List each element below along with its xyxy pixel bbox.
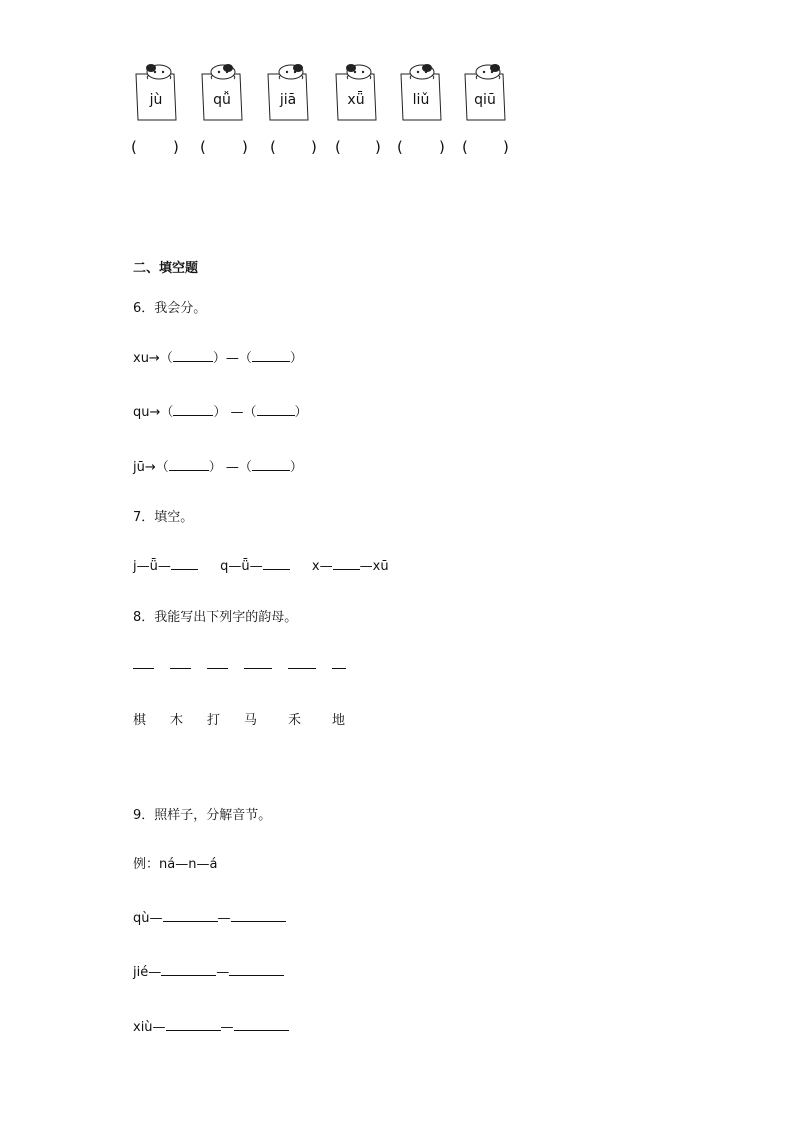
question-6-title: 6．我会分。 [133,301,207,316]
q9-syllable: xiù— [133,1020,166,1035]
pinyin-card [462,62,508,122]
q6-row [133,401,308,420]
pinyin-card [133,62,179,122]
q6-separator: ）—（ [212,351,252,366]
close-paren: ) [503,138,509,156]
answer-blank[interactable] [333,557,360,570]
answer-blank[interactable] [229,963,284,976]
answer-blank[interactable] [173,349,213,362]
q8-char: 马 [244,713,258,728]
q8-char: 禾 [288,713,302,728]
answer-blank[interactable] [161,963,216,976]
pinyin-card [265,62,311,122]
pinyin-card [398,62,444,122]
pinyin-card [199,62,245,122]
open-paren: ( [270,138,276,156]
q6-separator: ） —（ [208,460,252,475]
pinyin-card [333,62,379,122]
answer-blank[interactable] [171,557,198,570]
answer-blank[interactable] [163,909,218,922]
close-paren: ) [311,138,317,156]
open-paren: ( [397,138,403,156]
q9-syllable: jié— [133,965,162,980]
answer-blank[interactable] [252,349,290,362]
q7-item-2: q—ǖ— [220,559,263,574]
answer-blank[interactable] [169,458,209,471]
section-heading: 二、填空题 [133,261,199,276]
q6-separator: ） —（ [213,405,257,420]
q9-row [133,1018,289,1035]
q9-row [133,963,284,980]
q9-separator: — [216,965,230,980]
question-8-title: 8．我能写出下列字的韵母。 [133,610,298,625]
answer-blank[interactable] [263,557,290,570]
q7-item-1: j—ǖ— [133,559,171,574]
q9-separator: — [217,911,231,926]
q6-end: ） [294,405,308,420]
answer-blank[interactable] [133,668,154,669]
q6-row [133,347,303,366]
q8-char: 地 [332,713,346,728]
answer-blank[interactable] [170,668,191,669]
answer-blank[interactable] [173,403,213,416]
card-pinyin: jù [149,92,163,108]
q6-row [133,456,303,475]
q9-separator: — [220,1020,234,1035]
q6-syllable: jū→（ [133,460,169,475]
answer-blank[interactable] [231,909,286,922]
q7-item-3-end: —xū [359,559,389,574]
q6-syllable: qu→（ [133,405,174,420]
q9-row [133,909,286,926]
card-pinyin: liǔ [412,92,430,108]
answer-blank[interactable] [234,1018,289,1031]
open-paren: ( [131,138,137,156]
answer-blank[interactable] [166,1018,221,1031]
close-paren: ) [242,138,248,156]
answer-blank[interactable] [244,668,272,669]
q6-end: ） [289,460,303,475]
question-9-title: 9．照样子，分解音节。 [133,808,272,823]
q6-syllable: xu→（ [133,351,173,366]
q7-item-3: x— [311,559,333,574]
card-pinyin: xǖ [347,92,365,108]
q8-char: 木 [170,713,184,728]
card-pinyin: qǚ [213,92,231,108]
open-paren: ( [200,138,206,156]
q6-end: ） [289,351,303,366]
answer-blank[interactable] [207,668,228,669]
answer-blank[interactable] [332,668,346,669]
card-pinyin: jiā [279,92,297,108]
q9-syllable: qù— [133,911,163,926]
open-paren: ( [462,138,468,156]
close-paren: ) [375,138,381,156]
open-paren: ( [335,138,341,156]
card-pinyin: qiū [474,92,496,108]
close-paren: ) [173,138,179,156]
close-paren: ) [439,138,445,156]
q7-row [133,557,389,574]
q8-char: 打 [207,713,221,728]
q8-char: 棋 [133,713,147,728]
question-7-title: 7．填空。 [133,510,194,525]
answer-blank[interactable] [288,668,316,669]
answer-blank[interactable] [252,458,290,471]
answer-blank[interactable] [257,403,295,416]
q9-example: 例：ná—n—á [133,857,218,872]
